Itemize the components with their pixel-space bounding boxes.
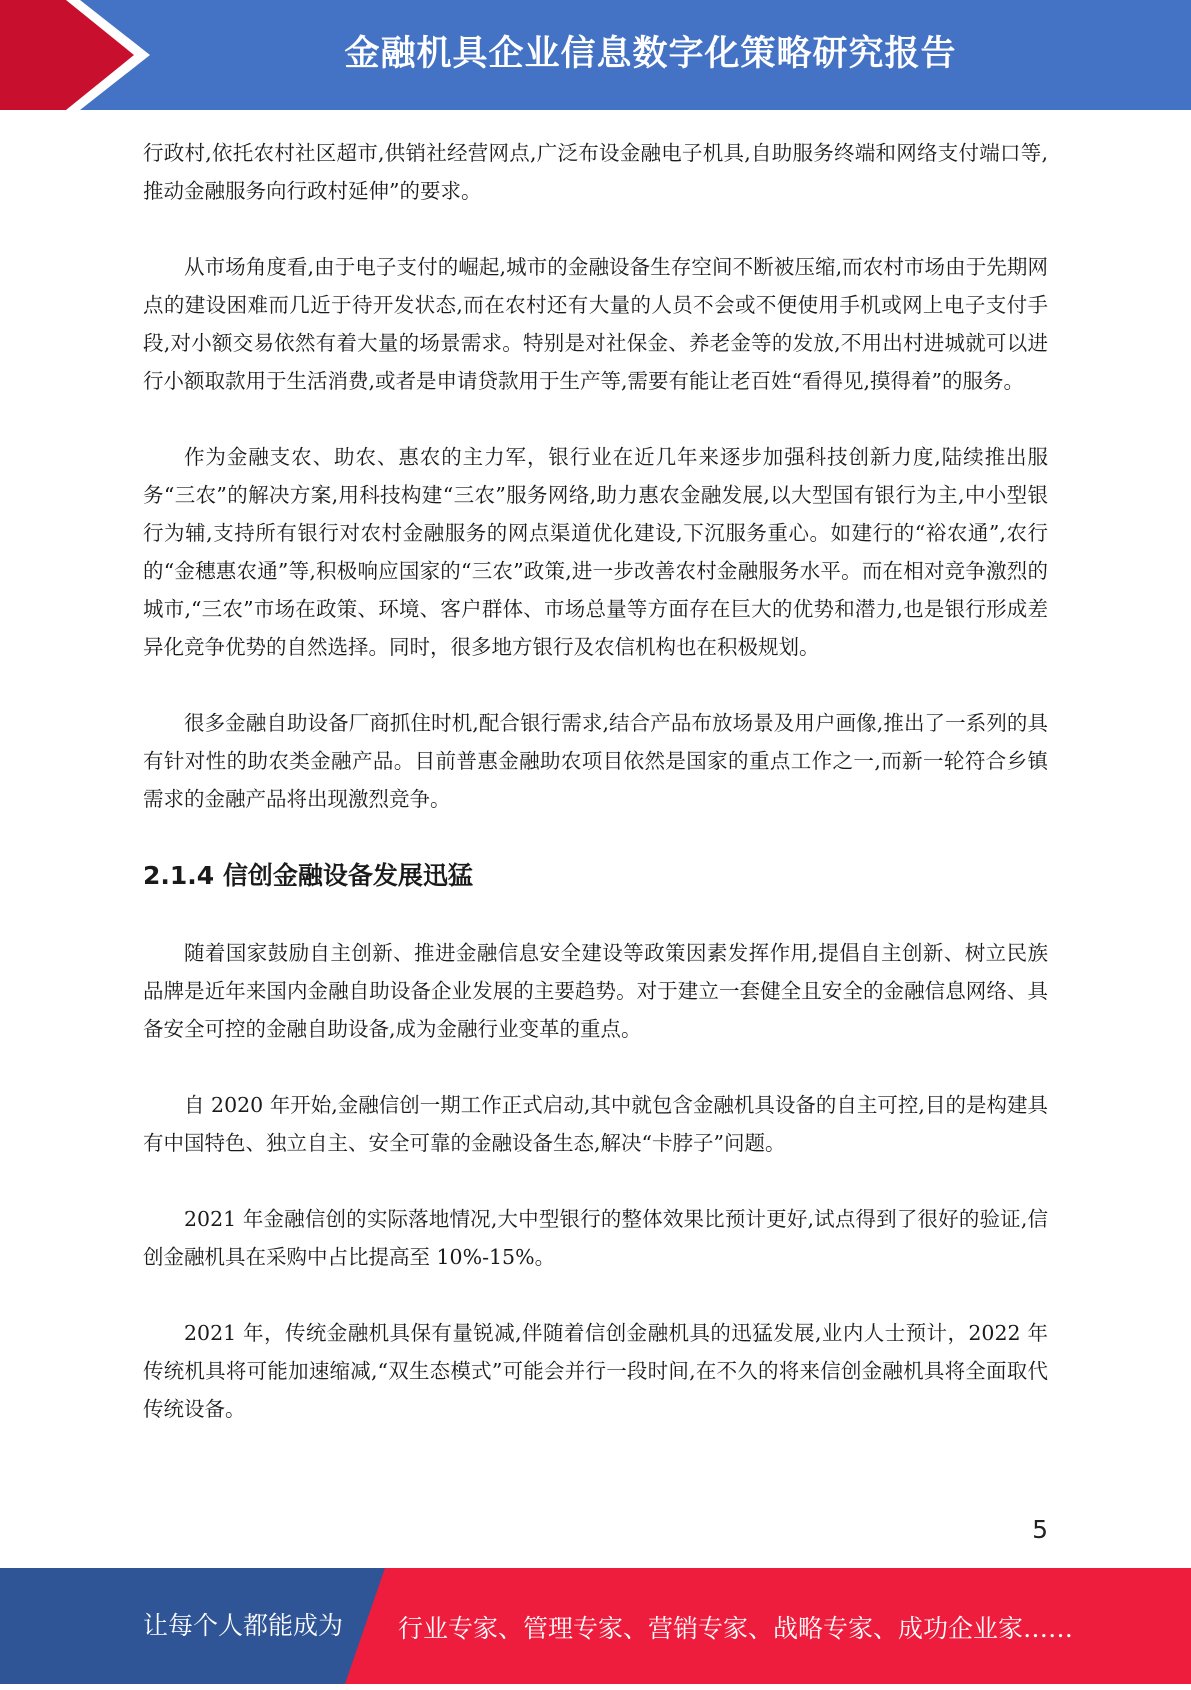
- paragraph: 2021 年金融信创的实际落地情况,大中型银行的整体效果比预计更好,试点得到了很好的验证,信创金融机具在采购中占比提高至 10%-15%。: [143, 1207, 1048, 1269]
- document-body: [143, 134, 1048, 1428]
- header-arrow-icon: [0, 0, 150, 110]
- paragraph-gap: [143, 818, 1048, 856]
- page-footer: [0, 1568, 1191, 1684]
- paragraph-gap: [143, 210, 1048, 248]
- paragraph: 自 2020 年开始,金融信创一期工作正式启动,其中就包含金融机具设备的自主可控,目的是构建具有中国特色、独立自主、安全可靠的金融设备生态,解决“卡脖子”问题。: [143, 1093, 1048, 1155]
- page-header: [0, 0, 1191, 110]
- paragraph: 2021 年，传统金融机具保有量锐减,伴随着信创金融机具的迅猛发展,业内人士预计，2022 年传统机具将可能加速缩减,“双生态模式”可能会并行一段时间,在不久的将来信创金融机具将全面取代传统设备。: [143, 1321, 1048, 1421]
- paragraph-gap: [143, 400, 1048, 438]
- footer-slogan-right: 行业专家、管理专家、营销专家、战略专家、成功企业家……: [398, 1614, 1074, 1643]
- paragraph: 作为金融支农、助农、惠农的主力军，银行业在近几年来逐步加强科技创新力度,陆续推出服务“三农”的解决方案,用科技构建“三农”服务网络,助力惠农金融发展,以大型国有银行为主,中小型银行为辅,支持所有银行对农村金融服务的网点渠道优化建设,下沉服务重心。如建行的“裕农通”,农行的“金穗惠农通”等,积极响应国家的“三农”政策,进一步改善农村金融服务水平。而在相对竞争激烈的城市,“三农”市场在政策、环境、客户群体、市场总量等方面存在巨大的优势和潜力,也是银行形成差异化竞争优势的自然选择。同时，很多地方银行及农信机构也在积极规划。: [143, 445, 1048, 659]
- page-number: 5: [1032, 1515, 1048, 1544]
- section-heading: 2.1.4 信创金融设备发展迅猛: [143, 861, 473, 890]
- paragraph-gap: [143, 1162, 1048, 1200]
- paragraph: 行政村,依托农村社区超市,供销社经营网点,广泛布设金融电子机具,自助服务终端和网络支付端口等,推动金融服务向行政村延伸”的要求。: [143, 141, 1048, 203]
- paragraph-gap: [143, 896, 1048, 934]
- report-title: 金融机具企业信息数字化策略研究报告: [344, 34, 957, 74]
- footer-slogan-left: 让每个人都能成为: [143, 1611, 344, 1640]
- paragraph: 很多金融自助设备厂商抓住时机,配合银行需求,结合产品布放场景及用户画像,推出了一系列的具有针对性的助农类金融产品。目前普惠金融助农项目依然是国家的重点工作之一,而新一轮符合乡镇需求的金融产品将出现激烈竞争。: [143, 711, 1048, 811]
- paragraph-gap: [143, 1276, 1048, 1314]
- paragraph-gap: [143, 666, 1048, 704]
- paragraph-gap: [143, 1048, 1048, 1086]
- paragraph: 从市场角度看,由于电子支付的崛起,城市的金融设备生存空间不断被压缩,而农村市场由于先期网点的建设困难而几近于待开发状态,而在农村还有大量的人员不会或不便使用手机或网上电子支付手段,对小额交易依然有着大量的场景需求。特别是对社保金、养老金等的发放,不用出村进城就可以进行小额取款用于生活消费,或者是申请贷款用于生产等,需要有能让老百姓“看得见,摸得着”的服务。: [143, 255, 1048, 393]
- paragraph: 随着国家鼓励自主创新、推进金融信息安全建设等政策因素发挥作用,提倡自主创新、树立民族品牌是近年来国内金融自助设备企业发展的主要趋势。对于建立一套健全且安全的金融信息网络、具备安全可控的金融自助设备,成为金融行业变革的重点。: [143, 941, 1048, 1041]
